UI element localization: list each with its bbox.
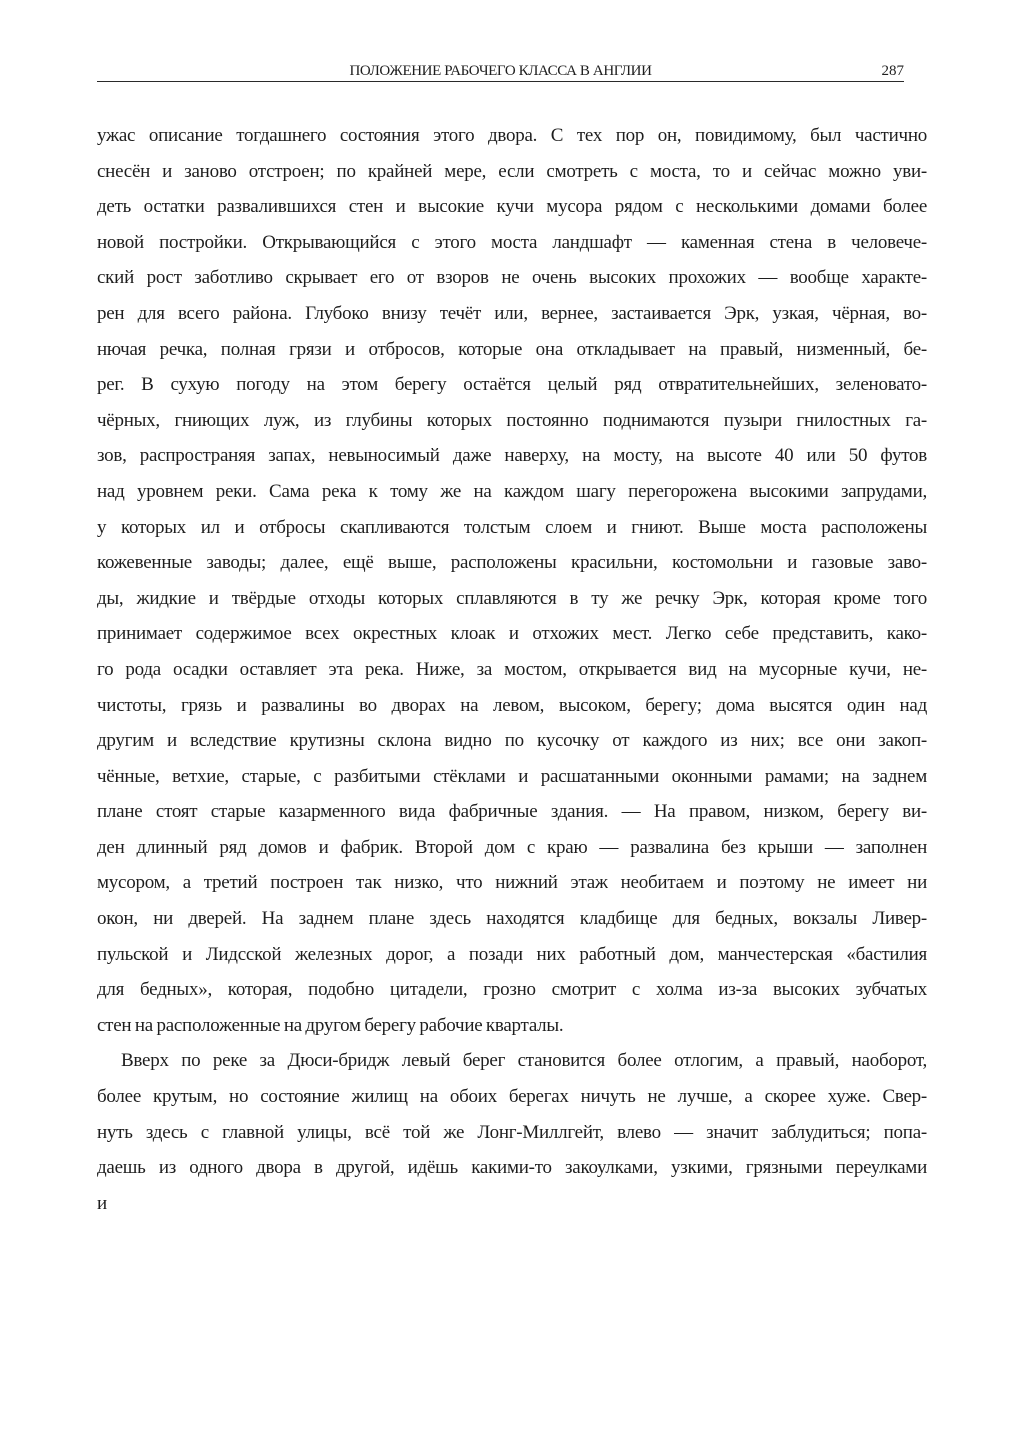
text-line: для бедных», которая, подобно цитадели, грозно смотрит с холма из-за высоких зубчатых [97,979,927,1001]
text-line: нуть здесь с главной улицы, всё той же Лонг-Миллгейт, влево — значит заблудиться; попа- [97,1121,927,1143]
text-line: принимает содержимое всех окрестных клоак и отхожих мест. Легко себе представить, како- [97,623,927,645]
text-line: ден длинный ряд домов и фабрик. Второй дом с краю — развалина без крыши — заполнен [97,836,927,858]
text-line: пульской и Лидсской железных дорог, а позади них работный дом, манчестерская «бастилия [97,943,927,965]
text-line: окон, ни дверей. На заднем плане здесь находятся кладбище для бедных, вокзалы Ливер- [97,908,927,930]
text-line: даешь из одного двора в другой, идёшь какими-то закоулками, узкими, грязными переулками [97,1157,927,1179]
text-line: другим и вследствие крутизны склона видно по кусочку от каждого из них; все они закоп- [97,730,927,752]
running-header [97,61,904,82]
text-line: ужас описание тогдашнего состояния этого двора. С тех пор он, повидимому, был частично [97,125,927,146]
text-line: стен на расположенные на другом берегу рабочие кварталы. [97,1014,564,1036]
text-line: рен для всего района. Глубоко внизу течёт или, вернее, застаивается Эрк, узкая, чёрная, во- [97,302,927,324]
text-line: зов, распространяя запах, невыносимый даже наверху, на мосту, на высоте 40 или 50 футов [97,445,927,467]
body-text [97,118,927,1221]
text-line: у которых ил и отбросы скапливаются толстым слоем и гниют. Выше моста расположены [97,516,927,538]
text-line: новой постройки. Открывающийся с этого моста ландшафт — каменная стена в человече- [97,231,927,253]
text-line: плане стоят старые казарменного вида фабричные здания. — На правом, низком, берегу ви- [97,801,927,823]
text-line: Вверх по реке за Дюси-бридж левый берег становится более отлогим, а правый, наоборот, [121,1050,927,1072]
paragraph [97,118,927,1043]
text-line: чистоты, грязь и развалины во дворах на левом, высоком, берегу; дома высятся один над [97,694,927,716]
page-number: 287 [881,63,904,79]
text-line: более крутым, но состояние жилищ на обоих берегах ничуть не лучше, а скорее хуже. Свер- [97,1086,927,1108]
text-line: нючая речка, полная грязи и отбросов, которые она откладывает на правый, низменный, бе- [97,338,927,360]
text-line: рег. В сухую погоду на этом берегу остаётся целый ряд отвратительнейших, зеленовато- [97,374,927,396]
paragraph [97,1043,927,1221]
text-line: ский рост заботливо скрывает его от взоров не очень высоких прохожих — вообще характе- [97,267,927,289]
text-line: над уровнем реки. Сама река к тому же на каждом шагу перегорожена высокими запрудами, [97,480,927,502]
text-line: го рода осадки оставляет эта река. Ниже, за мостом, открывается вид на мусорные кучи, не- [97,658,927,680]
text-line: снесён и заново отстроен; по крайней мере, если смотреть с моста, то и сейчас можно уви- [97,160,927,182]
text-line: чённые, ветхие, старые, с разбитыми стёклами и расшатанными оконными рамами; на заднем [97,765,927,787]
text-line: деть остатки развалившихся стен и высокие кучи мусора рядом с несколькими домами более [97,196,927,218]
text-line: кожевенные заводы; далее, ещё выше, расположены красильни, костомольни и газовые заво- [97,552,927,574]
text-line: и [97,1192,107,1214]
text-line: мусором, а третий построен так низко, что нижний этаж необитаем и поэтому не имеет ни [97,872,927,894]
text-line: чёрных, гниющих луж, из глубины которых постоянно поднимаются пузыри гнилостных га- [97,409,927,431]
text-line: ды, жидкие и твёрдые отходы которых сплавляются в ту же речку Эрк, которая кроме того [97,587,927,609]
running-header-title: ПОЛОЖЕНИЕ РАБОЧЕГО КЛАССА В АНГЛИИ [349,63,652,79]
